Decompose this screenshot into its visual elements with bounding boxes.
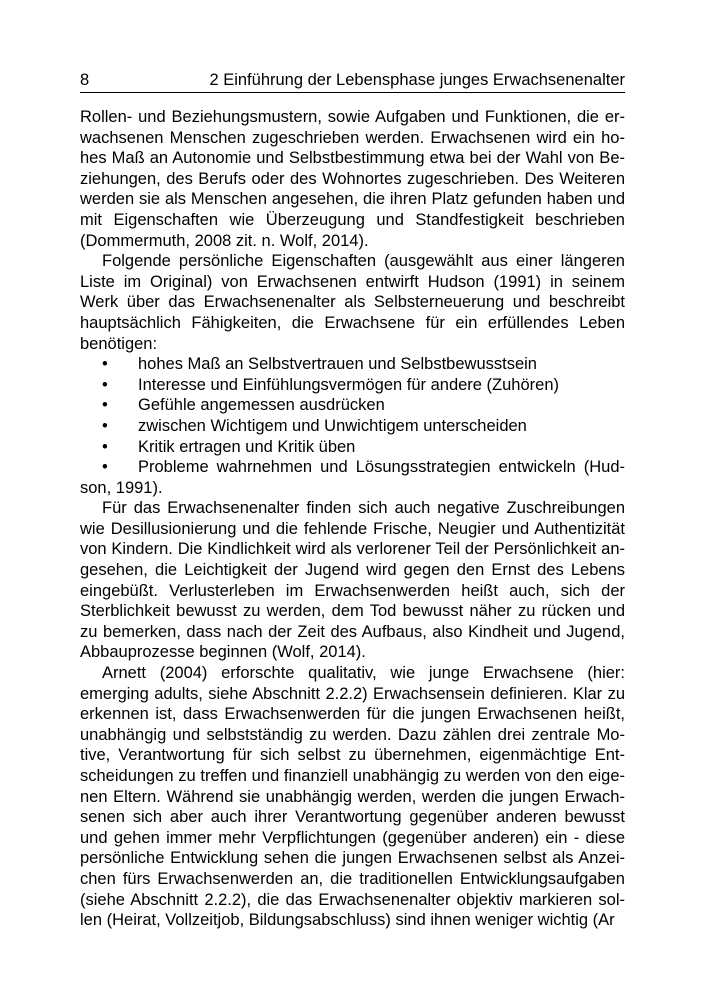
bullet-marker: • <box>102 458 108 477</box>
chapter-title: 2 Einführung der Lebensphase junges Erwachsenenalter <box>209 71 625 89</box>
list-item-last: • Probleme wahrnehmen und Lösungsstrategien entwickeln (Hudson, 1991). <box>80 458 625 497</box>
list-item: • Gefühle angemessen ausdrücken <box>102 396 385 415</box>
bullet-marker: • <box>102 416 108 435</box>
body-text <box>80 107 625 931</box>
bullet-marker: • <box>102 437 108 456</box>
list-item: • Interesse und Einfühlungsvermögen für andere (Zuhören) <box>102 375 559 394</box>
paragraph-continuation: Rollen- und Beziehungsmustern, sowie Aufgaben und Funktionen, die erwachsenen Menschen zugeschrieben werden. Erwachsenen wird ein hohes Maß an Autonomie und Selbstbestimmung etwa bei der Wahl von Beziehungen, des Berufs oder des Wohnortes zugeschrieben. Des Weiteren werden sie als Menschen angesehen, die ihren Platz gefunden haben und mit Eigenschaften wie Überzeugung und Standfestigkeit beschrieben (Dommermuth, 2008 zit. n. Wolf, 2014). <box>80 108 625 250</box>
bullet-list <box>80 354 625 457</box>
paragraph-hudson-intro: Folgende persönliche Eigenschaften (ausgewählt aus einer längeren Liste im Original) von Erwachsenen entwirft Hudson (1991) in seinem Werk über das Erwachsenenalter als Selbsterneuerung und beschreibt hauptsächlich Fähigkeiten, die Erwachsene für ein erfüllendes Leben benötigen: <box>80 252 625 353</box>
bullet-marker: • <box>102 355 108 374</box>
running-header <box>80 70 625 93</box>
list-item: • Kritik ertragen und Kritik üben <box>102 437 356 456</box>
list-item: • zwischen Wichtigem und Unwichtigem unterscheiden <box>102 416 527 435</box>
paragraph-negative-attributions: Für das Erwachsenenalter finden sich auch negative Zuschreibungen wie Desillusionierung und die fehlende Frische, Neugier und Authentizität von Kindern. Die Kindlichkeit wird als verlorener Teil der Persönlichkeit angesehen, die Leichtigkeit der Jugend wird gegen den Ernst des Lebens eingebüßt. Verlusterleben im Erwachsenwerden heißt auch, sich der Sterblichkeit bewusst zu werden, dem Tod bewusst näher zu rücken und zu bemerken, dass nach der Zeit des Aufbaus, also Kindheit und Jugend, Abbauprozesse beginnen (Wolf, 2014). <box>80 499 625 662</box>
paragraph-arnett: Arnett (2004) erforschte qualitativ, wie junge Erwachsene (hier: emerging adults, siehe Abschnitt 2.2.2) Erwachsensein definieren. Klar zu erkennen ist, dass Erwachsenwerden für die jungen Erwachsenen heißt, unabhängig und selbstständig zu werden. Dazu zählen drei zentrale Motive, Verantwortung für sich selbst zu übernehmen, eigenmächtige Entscheidungen zu treffen und finanziell unabhängig zu werden von den eigenen Eltern. Während sie unabhängig werden, werden die jungen Erwachsenen sich aber auch ihrer Verantwortung gegenüber anderen bewusst und gehen immer mehr Verpflichtungen (gegenüber anderen) ein - diese persönliche Entwicklung sehen die jungen Erwachsenen selbst als Anzeichen fürs Erwachsenwerden an, die traditionellen Entwicklungsaufgaben (siehe Abschnitt 2.2.2), die das Erwachsenenalter objektiv markieren sollen (Heirat, Vollzeitjob, Bildungsabschluss) sind ihnen weniger wichtig (Ar <box>80 664 625 930</box>
page-number: 8 <box>80 71 90 89</box>
bullet-marker: • <box>102 396 108 415</box>
bullet-marker: • <box>102 375 108 394</box>
list-item: • hohes Maß an Selbstvertrauen und Selbstbewusstsein <box>102 355 537 374</box>
